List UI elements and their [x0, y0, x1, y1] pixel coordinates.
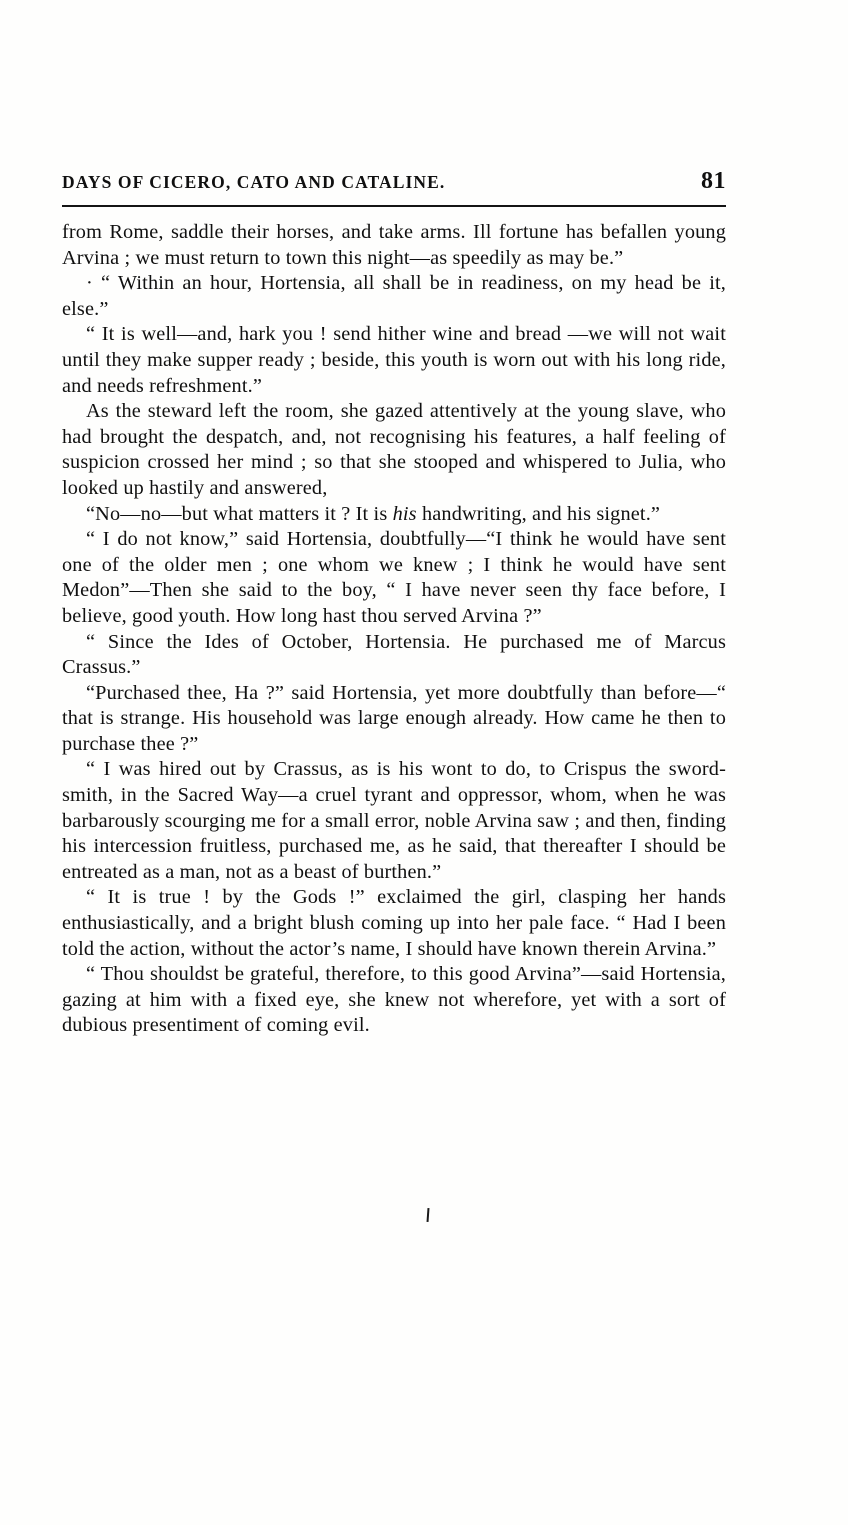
paragraph: “ It is true ! by the Gods !” exclaimed the girl, clasping her hands enthusiastically, and a bright blush coming up into her pale face. “ Had I been told the action, without the actor’s name, I should have known therein Arvina.”	[62, 886, 726, 960]
paragraph: “ I do not know,” said Hortensia, doubtfully—“I think he would have sent one of the older men ; one whom we knew ; I think he would have sent Medon”—Then she said to the boy, “ I have never seen thy face before, I believe, good youth. How long hast thou served Arvina ?”	[62, 528, 726, 627]
header-rule	[62, 205, 726, 207]
ink-mark	[427, 1208, 430, 1222]
paragraph: As the steward left the room, she gazed attentively at the young slave, who had brought the despatch, and, not recognising his features, a half feeling of suspicion crossed her mind ; so that she stooped and whispered to Julia, who looked up hastily and answered,	[62, 400, 726, 499]
paragraph: “Purchased thee, Ha ?” said Hortensia, yet more doubtfully than before—“ that is strange. His household was large enough already. How came he then to purchase thee ?”	[62, 681, 726, 755]
page-number: 81	[701, 168, 726, 194]
paragraph: “ I was hired out by Crassus, as is his wont to do, to Crispus the sword-smith, in the Sacred Way—a cruel tyrant and oppressor, whom, when he was barbarously scourging me for a small error, noble Arvina saw ; and then, finding his intercession fruitless, purchased me, as he said, that thereafter I should be entreated as a man, not as a beast of burthen.”	[62, 758, 726, 883]
paragraph: · “ Within an hour, Hortensia, all shall be in readiness, on my head be it, else.”	[62, 272, 726, 320]
page-content	[62, 168, 726, 1039]
body-text	[62, 220, 726, 1039]
running-head	[62, 168, 726, 201]
paragraph: “ It is well—and, hark you ! send hither wine and bread —we will not wait until they make supper ready ; beside, this youth is worn out with his long ride, and needs refreshment.”	[62, 323, 726, 397]
paragraph: “ Thou shouldst be grateful, therefore, to this good Arvina”—said Hortensia, gazing at him with a fixed eye, she knew not wherefore, yet with a sort of dubious presentiment of coming evil.	[62, 963, 726, 1037]
running-head-title: DAYS OF CICERO, CATO AND CATALINE.	[62, 172, 446, 192]
paragraph: “No—no—but what matters it ? It is his handwriting, and his signet.”	[86, 502, 661, 525]
paragraph: from Rome, saddle their horses, and take arms. Ill fortune has befallen young Arvina ; we must return to town this night—as speedily as may be.”	[62, 221, 726, 269]
paragraph: “ Since the Ides of October, Hortensia. He purchased me of Marcus Crassus.”	[62, 630, 726, 679]
